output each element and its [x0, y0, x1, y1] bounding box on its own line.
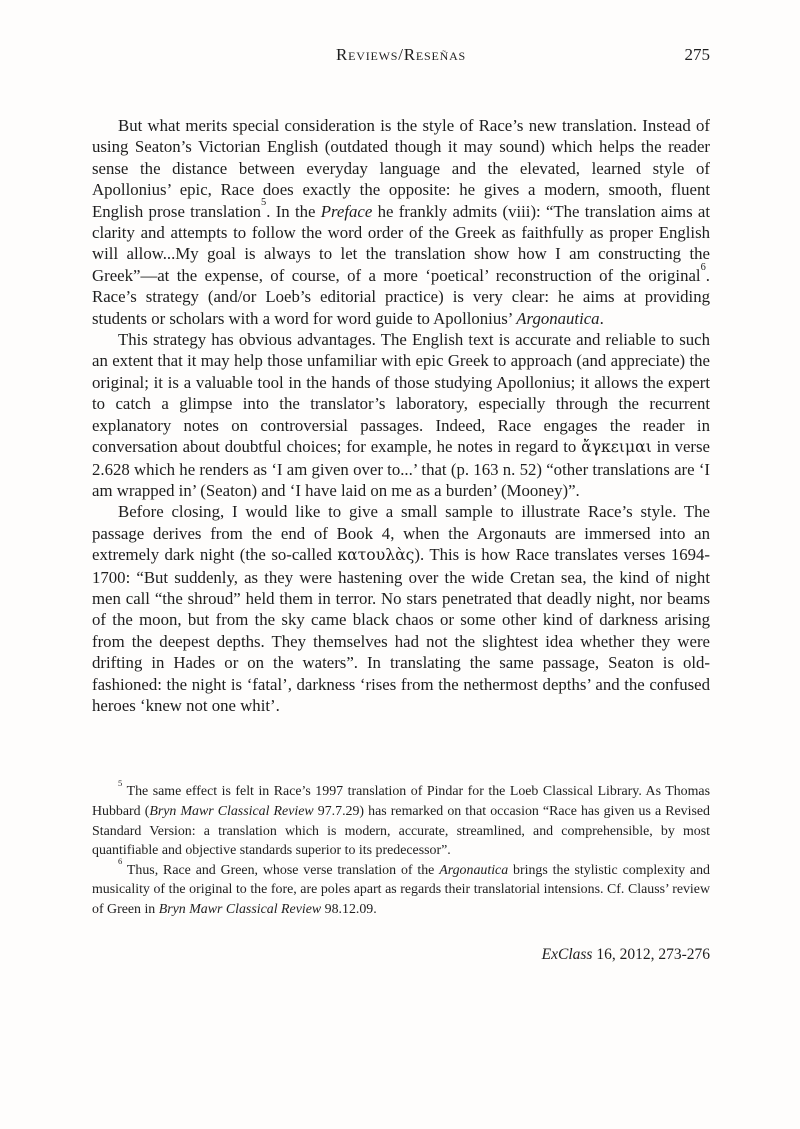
text-run: 98.12.09. [321, 901, 377, 917]
journal-citation [92, 946, 710, 964]
text-run: The same effect is felt in Race’s 1997 translation of Pindar for the Loeb Classical Library. As Thomas Hubbard ( [92, 784, 710, 819]
text-run: ). This is how Race translates verses 1694-1700: “But suddenly, as they were hastening over the wide Cretan sea, the kind of night men call “the shroud” held them in terror. No stars penetrated that deadly night, nor beams of the moon, but from the sky came black chaos or some other kind of darkness arising from the deepest depths. They themselves had not the slightest idea whether they were drifting in Hades or on the waters”. In translating the same passage, Seaton is old-fashioned: the night is ‘fatal’, darkness ‘rises from the nethermost depths’ and the confused heroes ‘knew not one whit’. [92, 545, 710, 715]
body-paragraph [92, 115, 710, 329]
footnote-reference: 5 [261, 197, 267, 209]
italic-text: Bryn Mawr Classical Review [158, 901, 322, 917]
footnote-reference: 6 [118, 856, 123, 867]
text-run: . In the [266, 201, 321, 221]
italic-text: Argonautica [516, 308, 600, 328]
footnote [92, 856, 710, 920]
body-paragraph [92, 501, 710, 716]
footnote-reference: 6 [700, 261, 706, 273]
body-paragraph [92, 329, 710, 501]
text-run: . Race’s strategy (and/or Loeb’s editorial practice) is very clear: he aims at providing students or scholars with a word for word guide to Apollonius’ [92, 265, 710, 328]
italic-text: Preface [320, 201, 373, 221]
italic-text: Bryn Mawr Classical Review [149, 803, 314, 819]
text-run: 16, 2012, 273-276 [592, 945, 710, 963]
text-run: But what merits special consideration is the style of Race’s new translation. Instead of using Seaton’s Victorian English (outdated though it may sound) which helps the reader sense the distance between everyday language and the elevated, learned style of Apollonius’ epic, Race does exactly the opposite: he gives a modern, smooth, fluent English prose translation [92, 116, 710, 221]
running-header [92, 45, 710, 69]
greek-text: κατουλὰς [337, 546, 415, 565]
text-run: he frankly admits (viii): “The translation aims at clarity and attempts to follow the word order of the Greek as faithfully as proper English will allow...My goal is always to let the translation show how I am constructing the Greek”—at the expense, of course, of a more ‘poetical’ reconstruction of the original [92, 201, 710, 285]
footnote-reference: 5 [118, 777, 123, 788]
italic-text: Argonautica [439, 862, 509, 878]
text-run: . [599, 308, 604, 328]
text-run: brings the stylistic complexity and musicality of the original to the fore, are poles apart as regards their translatorial intensions. Cf. Clauss’ review of Green in [92, 862, 710, 917]
text-run: Before closing, I would like to give a small sample to illustrate Race’s style. The passage derives from the end of Book 4, when the Argonauts are immersed into an extremely dark night (the so-called [92, 502, 710, 565]
text-run: Thus, Race and Green, whose verse translation of the [122, 862, 440, 878]
text-run: in verse 2.628 which he renders as ‘I am given over to...’ that (p. 163 n. 52) “other translations are ‘I am wrapped in’ (Seaton) and ‘I have laid on me as a burden’ (Mooney)”. [92, 437, 710, 500]
italic-text: ExClass [541, 945, 593, 963]
review-body [92, 115, 710, 716]
running-title: Reviews/Reseñas [335, 45, 467, 64]
page-number: 275 [684, 45, 710, 64]
greek-text: ἄγκειμαι [581, 438, 652, 457]
text-run: This strategy has obvious advantages. The English text is accurate and reliable to such an extent that it may help those unfamiliar with epic Greek to approach (and appreciate) the original; it is a valuable tool in the hands of those studying Apollonius; it allows the expert to catch a glimpse into the translator’s laboratory, especially through the recurrent explanatory notes on controversial passages. Indeed, Race engages the reader in conversation about doubtful choices; for example, he notes in regard to [92, 330, 710, 457]
footnote [92, 777, 711, 860]
footnotes-block [92, 777, 711, 919]
text-run: 97.7.29) has remarked on that occasion “Race has given us a Revised Standard Version: a translation which is modern, accurate, streamlined, and comprehensible, by most quantifiable and objective standards superior to its predecessor”. [92, 803, 711, 859]
